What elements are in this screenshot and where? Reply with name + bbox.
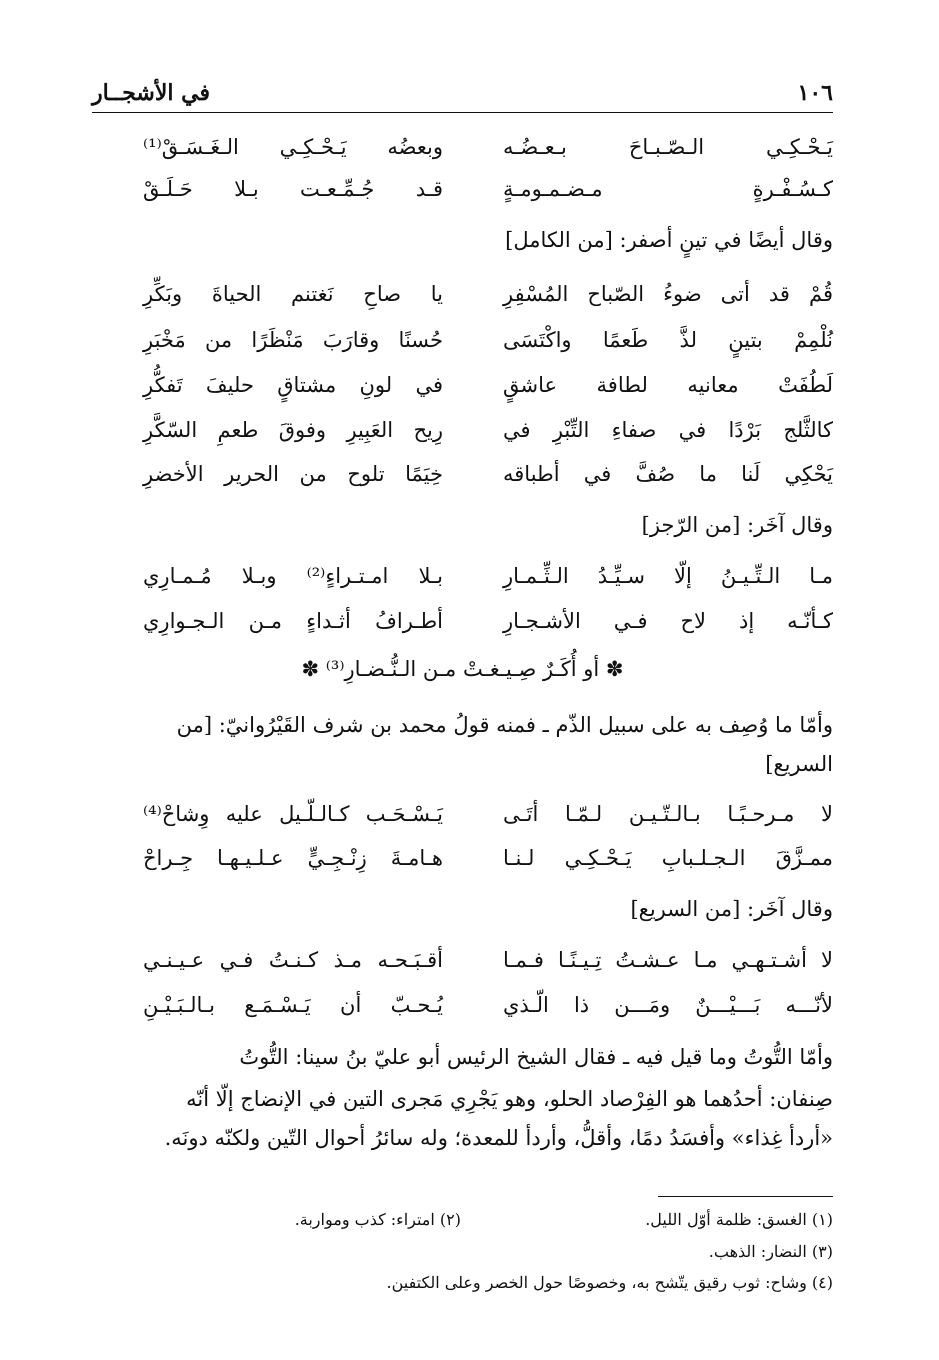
verse-second-hemistich: يا صاحِ نَغتنم الحياةَ وبَكِّرِ <box>143 282 443 306</box>
verse-line <box>92 416 833 456</box>
verse-first-hemistich: يَحْكِي لَنا ما صُفَّ في أطباقه <box>503 462 833 486</box>
verse-second-hemistich: يُـحـبّ أن يَـسْـمَـع بـالـبَـيْـنِ <box>143 993 443 1017</box>
poem-intro: وقال أيضًا في تينٍ أصفر: [من الكامل] <box>505 228 833 252</box>
verse-first-hemistich: لَطُفَتْ معانيه لطافة عاشقٍ <box>503 373 833 397</box>
verse-line <box>92 844 833 884</box>
verse-second-hemistich: رِيح العَبِيرِ وفوقَ طعمِ السّكَّرِ <box>143 418 443 442</box>
footnote-separator <box>658 1196 833 1197</box>
verse-line <box>92 175 833 215</box>
poem-intro: وقال آخَر: [من السريع] <box>630 897 833 921</box>
verse-first-hemistich: لا مـرحـبًـا بـالـتّـيـن لـمّـا أتَـى <box>503 802 833 826</box>
verse-second-hemistich: وبعضُه يَـحْـكِـي الـغَـسَـقْ⁽¹⁾ <box>143 135 443 159</box>
footnote-3: (٣) النضار: الذهب. <box>708 1242 833 1261</box>
verse-second-hemistich: بـلا امـتـراءٍ⁽²⁾ وبـلا مُـمـارِي <box>143 564 443 588</box>
verse-line <box>92 326 833 366</box>
footnote-2: (٢) امتراء: كذب ومواربة. <box>294 1210 461 1229</box>
verse-second-hemistich: قـد جُـمِّـعـت بـلا حَـلَـقْ <box>143 177 443 201</box>
verse-first-hemistich: كـأنّـه إذ لاح فـي الأشـجـارِ <box>503 609 833 633</box>
verse-second-hemistich: يَـسْـحَـب كـالـلّـيل عليه وِشاحْ⁽⁴⁾ <box>143 802 443 826</box>
verse-line <box>92 460 833 500</box>
paragraph-line: صِنفان: أحدُهما هو الفِرْصاد الحلو، وهو يَجْرِي مَجرى التين في الإنضاج إلّا أنّه <box>186 1087 833 1111</box>
verse-first-hemistich: لا أشـتـهـي مـا عـشـتُ تِـيـنًـا فـمـا <box>503 948 833 972</box>
page-number: ١٠٦ <box>797 80 833 106</box>
verse-second-hemistich: أطـرافُ أثـداءٍ مـن الـجـوارِي <box>143 609 443 633</box>
running-title: في الأشجــار <box>92 80 211 106</box>
paragraph-line: «أردأ غِذاء» وأفسَدُ دمًا، وأقلُّ، وأردأ للمعدة؛ وله سائرُ أحوال التّين ولكنّه دونَه. <box>164 1126 833 1150</box>
verse-first-hemistich: كـسُـفْـرةٍ مـضـمـومـةٍ <box>503 177 833 201</box>
verse-line <box>92 800 833 840</box>
verse-line <box>92 946 833 986</box>
verse-first-hemistich: نُلْمِمْ بتينٍ لذَّ طَعمًا واكْتَسَى <box>503 328 833 352</box>
verse-second-hemistich: حُسنًا وقارَبَ مَنْظَرًا من مَخْبَرِ <box>143 328 443 352</box>
paragraph-line: وأمّا ما وُصِف به على سبيل الذّم ـ فمنه قولُ محمد بن شرف القَيْرُوانيّ: [من <box>176 713 833 737</box>
verse-line <box>92 991 833 1031</box>
verse-second-hemistich: أقـبَـحـه مـذ كـنـتُ فـي عـيـنـي <box>143 948 443 972</box>
verse-line <box>92 371 833 411</box>
poem-intro: وقال آخَر: [من الرّجز] <box>641 513 833 537</box>
verse-line <box>92 562 833 602</box>
page-header <box>92 76 833 113</box>
verse-line <box>92 280 833 320</box>
footnote-1: (١) الغسق: ظلمة أوّل الليل. <box>645 1210 833 1229</box>
footnote-4: (٤) وشاح: ثوب رقيق يتّشح به، وخصوصًا حول الخصر وعلى الكتفين. <box>386 1273 833 1292</box>
centered-verse: ✽ أو أُكَـرٌ صِـيـغـتْ مـن الـنُّـضـارِ⁽³⁾ ✽ <box>301 657 624 681</box>
paragraph-line: السريع] <box>765 752 833 776</box>
verse-first-hemistich: قُمْ قد أتى ضوءُ الصّباح المُسْفِرِ <box>503 282 833 306</box>
verse-first-hemistich: كالثَّلج بَرْدًا في صفاءِ التِّبْرِ في <box>503 418 833 442</box>
verse-line <box>92 607 833 647</box>
verse-second-hemistich: في لونِ مشتاقٍ حليفَ تَفكُّرِ <box>143 373 443 397</box>
verse-first-hemistich: ممـزَّقَ الـجـلـبابِ يَـحْـكِـي لـنـا <box>503 846 833 870</box>
verse-first-hemistich: لأنّـــه بَـــيْـــنٌ ومَـــن ذا الّـذي <box>503 993 833 1017</box>
verse-second-hemistich: خِيَمًا تلوح من الحرير الأخضرِ <box>143 462 443 486</box>
verse-second-hemistich: هـامـةَ زِنْـجِـيٍّ عـلـيـهـا جِـراحْ <box>143 846 443 870</box>
verse-first-hemistich: يَـحْـكِـي الـصّـبـاحَ بـعـضُـه <box>503 135 833 159</box>
verse-first-hemistich: مـا الـتِّـيـنُ إلّا سـيِّـدُ الـثِّـمـارِ <box>503 564 833 588</box>
paragraph-line: وأمّا التُّوتُ وما قيل فيه ـ فقال الشيخ الرئيس أبو عليّ بنُ سينا: التُّوتُ <box>239 1045 833 1069</box>
verse-line <box>92 133 833 173</box>
